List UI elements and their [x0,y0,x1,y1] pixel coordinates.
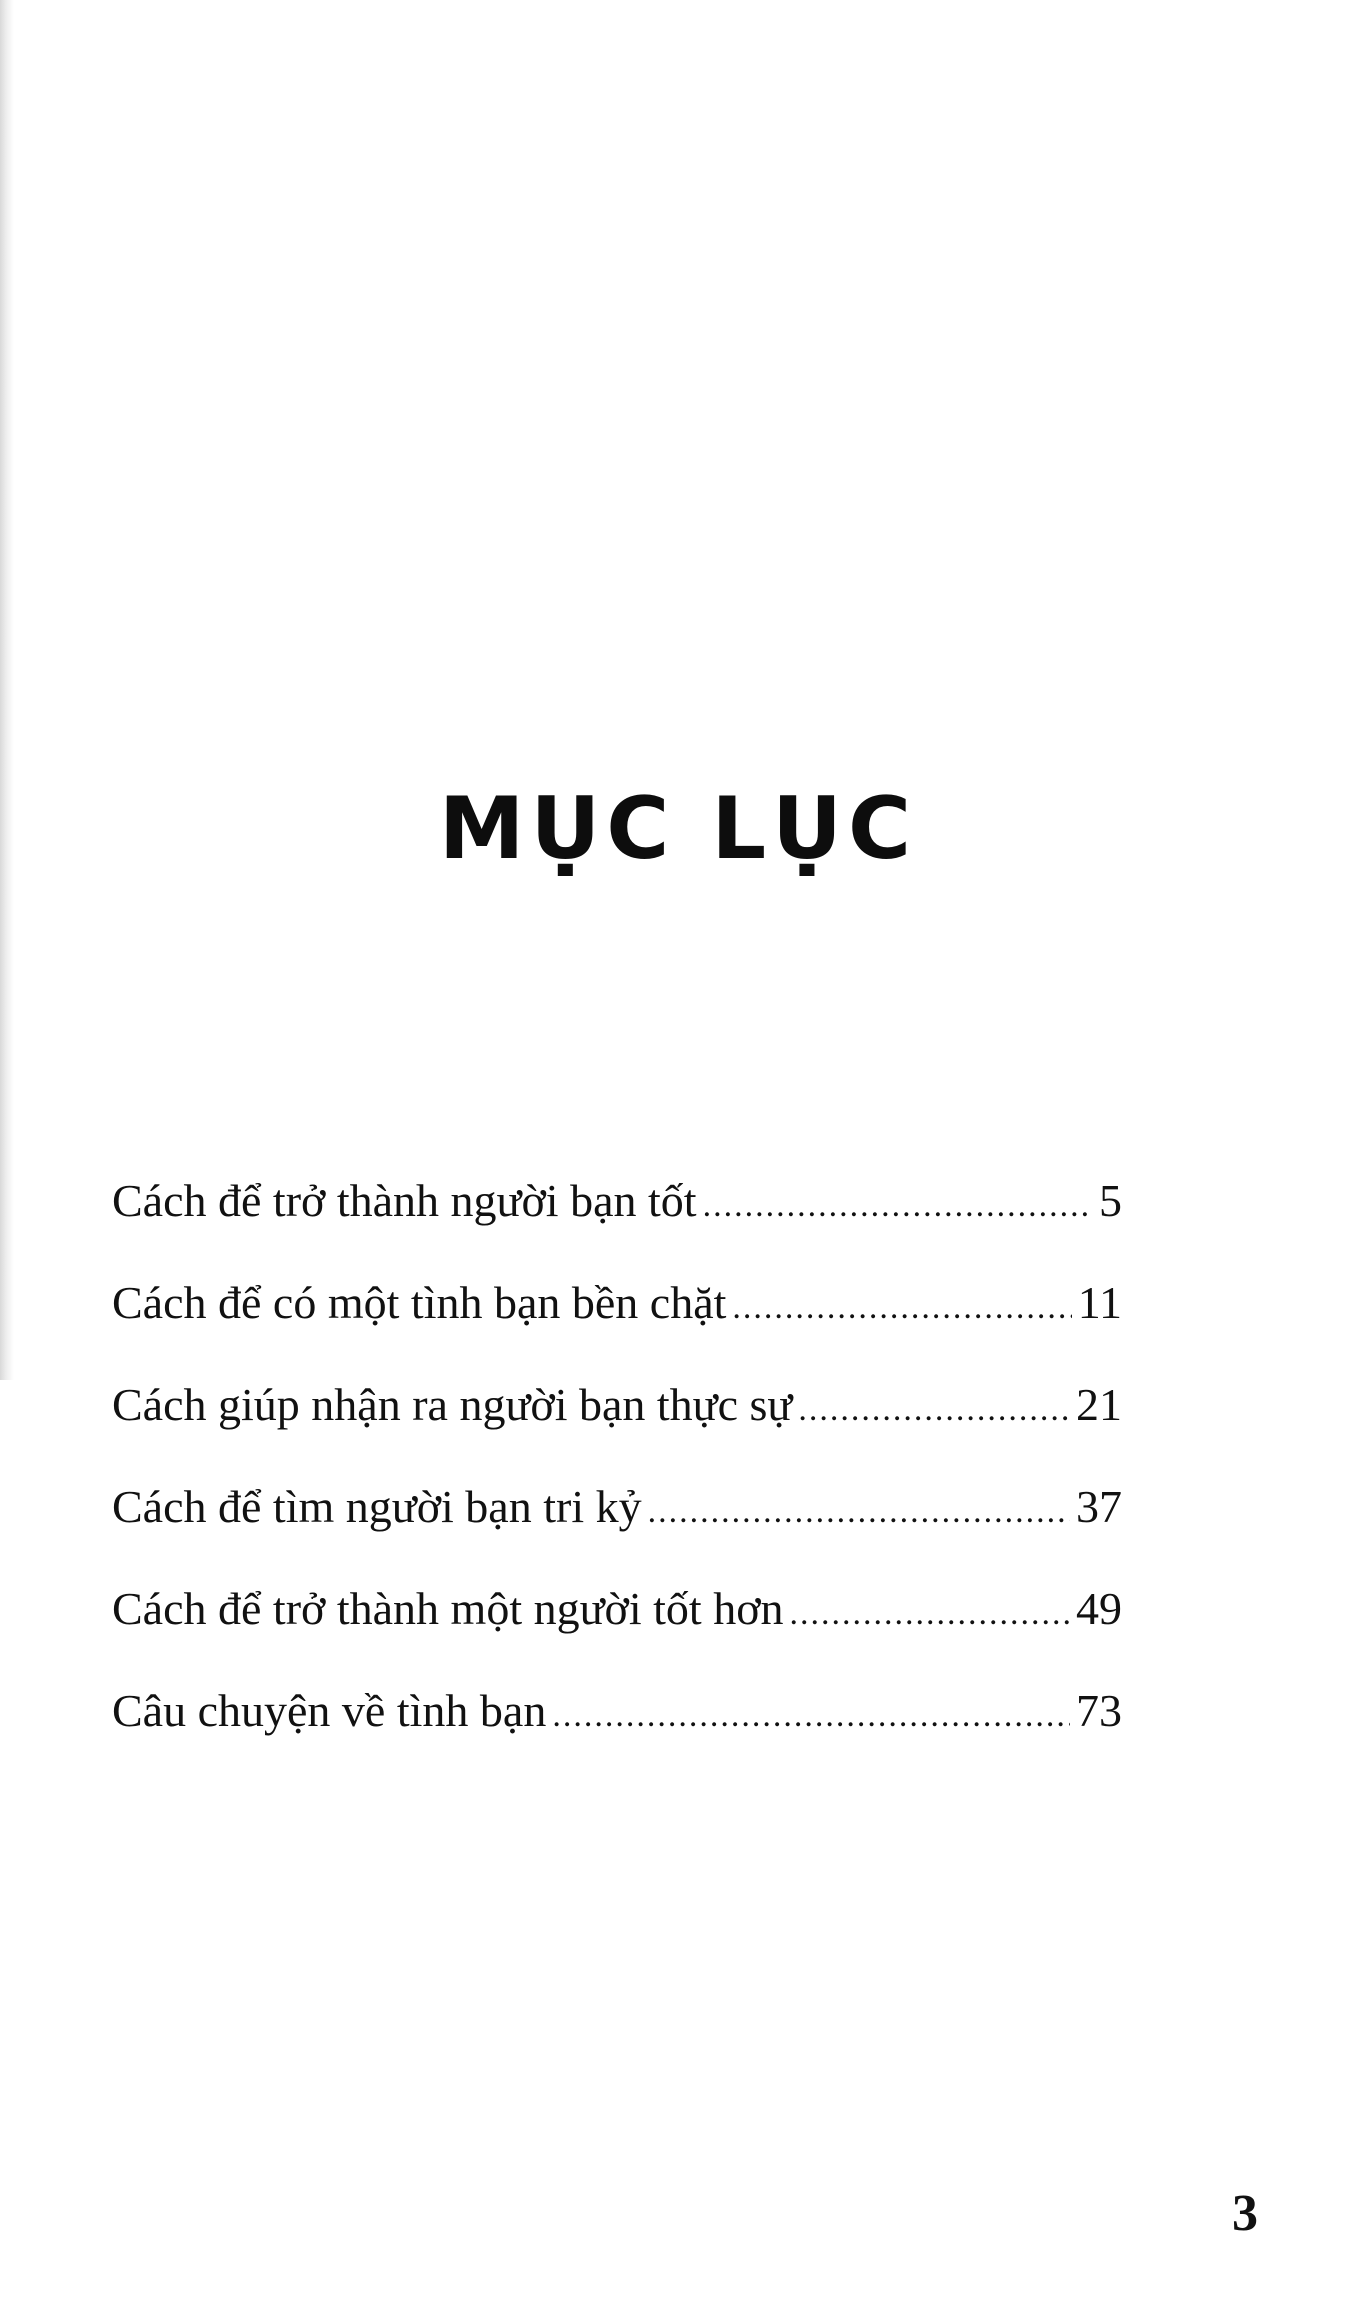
toc-entry-title: Cách để trở thành người bạn tốt [112,1175,697,1226]
toc-entry-page: 37 [1076,1481,1122,1532]
toc-entry[interactable] [112,1558,1122,1660]
toc-dot-leader [552,1665,1070,1767]
toc-entry-page: 5 [1099,1175,1122,1226]
toc-entry-title: Cách giúp nhận ra người bạn thực sự [112,1379,793,1430]
toc-entry[interactable] [112,1456,1122,1558]
toc-entry-page: 21 [1076,1379,1122,1430]
table-of-contents [112,1150,1122,1762]
toc-dot-leader [798,1359,1070,1461]
toc-dot-leader [732,1257,1071,1359]
toc-entry-page: 49 [1076,1583,1122,1634]
toc-dot-leader [790,1563,1070,1665]
toc-entry-title: Cách để trở thành một người tốt hơn [112,1583,784,1634]
toc-dot-leader [648,1461,1070,1563]
toc-entry-page: 11 [1077,1277,1122,1328]
page-edge-shadow [0,0,14,1380]
toc-entry-title: Câu chuyện về tình bạn [112,1685,547,1736]
toc-entry[interactable] [112,1150,1122,1252]
toc-entry-title: Cách để tìm người bạn tri kỷ [112,1481,642,1532]
toc-entry-page: 73 [1076,1685,1122,1736]
toc-entry[interactable] [112,1252,1122,1354]
toc-dot-leader [703,1155,1093,1257]
toc-entry-title: Cách để có một tình bạn bền chặt [112,1277,727,1328]
page-title: MỤC LỤC [438,778,918,879]
page-number: 3 [1232,2185,1258,2242]
toc-entry[interactable] [112,1660,1122,1762]
toc-entry[interactable] [112,1354,1122,1456]
